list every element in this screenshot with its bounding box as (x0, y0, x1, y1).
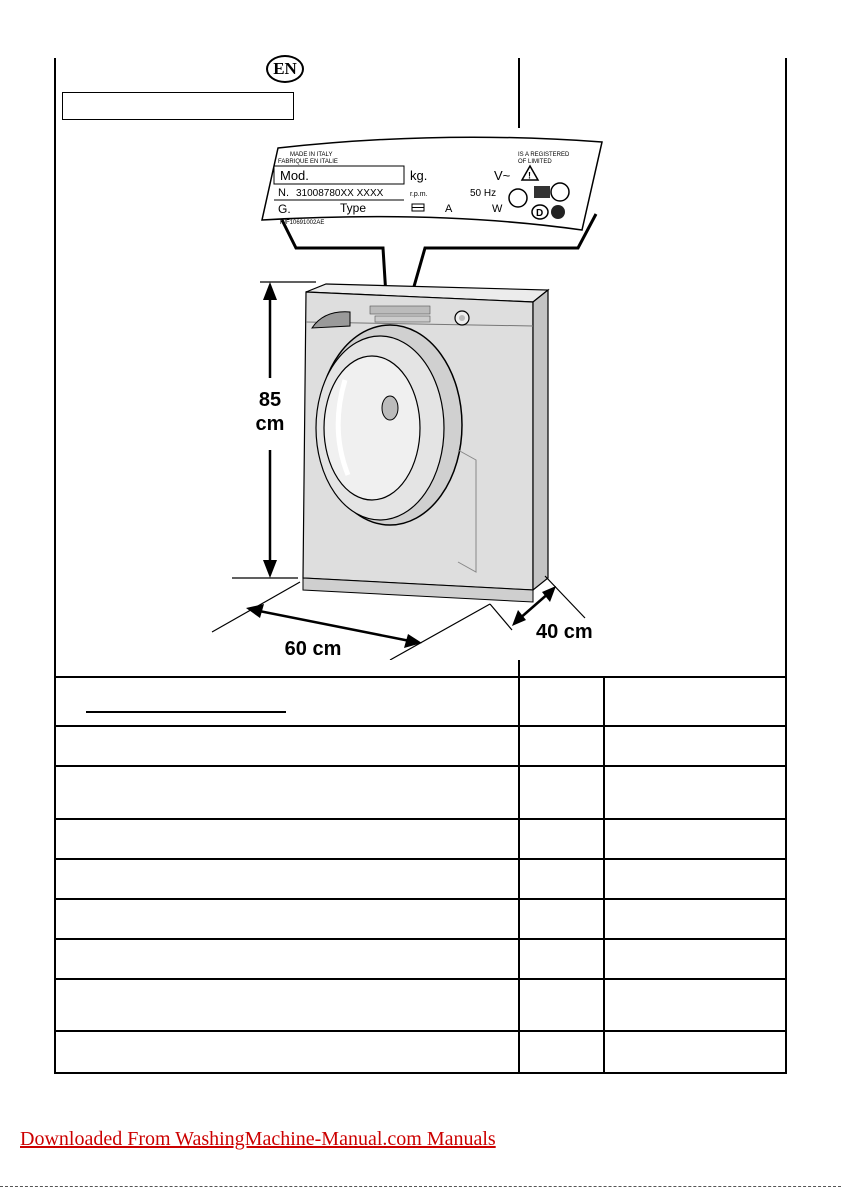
control-panel-buttons (370, 306, 430, 322)
washing-machine (303, 284, 548, 602)
table-row-line (54, 898, 787, 900)
bottom-dashed-rule (0, 1186, 841, 1187)
height-value: 85 (258, 389, 282, 411)
table-row-line (54, 1030, 787, 1032)
plate-registered: IS A REGISTERED (518, 152, 570, 158)
table-row-line (54, 818, 787, 820)
width-value: 60 cm (284, 638, 342, 660)
table-row-line (54, 725, 787, 727)
svg-text:!: ! (528, 170, 531, 181)
table-row-line (54, 938, 787, 940)
frame-left-border (54, 58, 56, 1073)
plate-kg-label: kg. (410, 168, 428, 183)
plate-barcode-text: RIF10691002AE (280, 220, 325, 226)
plate-type-label: Type (340, 201, 367, 215)
plate-registered-2: OF LIMITED (518, 159, 552, 165)
plate-d-mark: D (536, 208, 544, 219)
door-handle (382, 396, 398, 420)
plate-serial-number: 31008780XX XXXX (296, 188, 384, 199)
plate-fabrique: FABRIQUE EN ITALIE (278, 159, 338, 165)
depth-value: 40 cm (536, 621, 593, 643)
table-row-line (54, 858, 787, 860)
frame-right-border (785, 58, 787, 1073)
plate-g-label: G. (278, 202, 291, 216)
table-heading-underline (86, 711, 286, 713)
language-badge: EN (266, 55, 304, 83)
frame-bottom-border (54, 1072, 787, 1074)
header-label-box (62, 92, 294, 120)
plate-made-in: MADE IN ITALY (290, 152, 333, 158)
footer-download-link[interactable]: Downloaded From WashingMachine-Manual.com Manuals (20, 1128, 496, 1150)
plate-number-label: N. (278, 187, 289, 199)
table-row-line (54, 765, 787, 767)
plate-amp-label: A (445, 203, 453, 215)
header-column-divider (518, 58, 520, 128)
table-col-divider-2 (603, 676, 605, 1072)
table-row-line (54, 676, 787, 678)
rating-plate (262, 137, 602, 230)
washing-machine-illustration (200, 130, 620, 660)
table-col-divider-1 (518, 660, 520, 1072)
plate-hz-label: 50 Hz (470, 188, 497, 199)
plate-voltage-label: V~ (494, 168, 511, 183)
plate-rpm-label: r.p.m. (410, 191, 428, 198)
table-row-line (54, 978, 787, 980)
height-unit: cm (255, 413, 285, 435)
plate-watt-label: W (492, 203, 503, 215)
plate-mod-label: Mod. (280, 168, 309, 183)
